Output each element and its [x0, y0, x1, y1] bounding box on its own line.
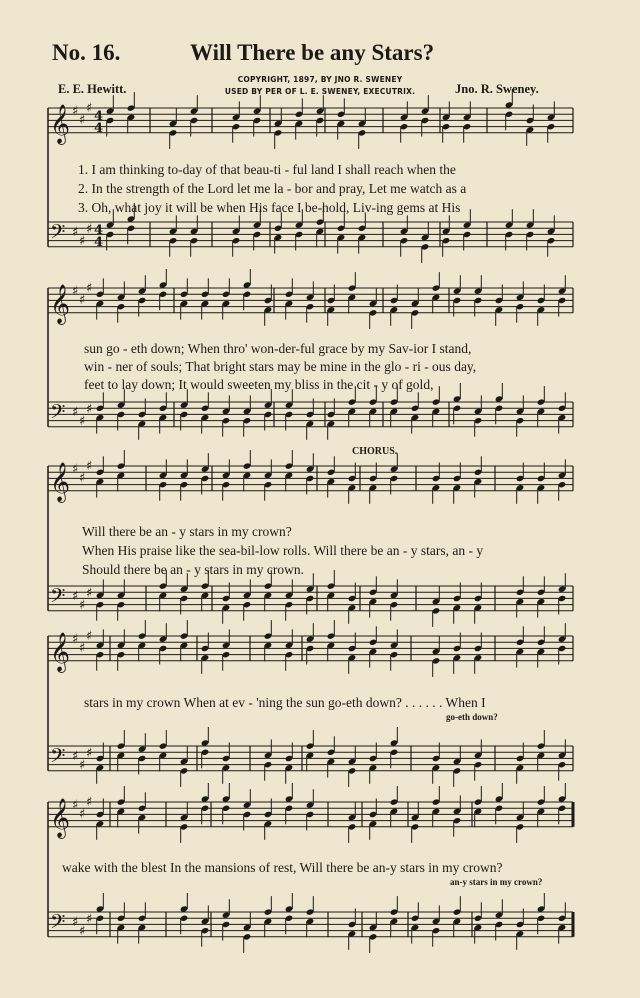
key-sharp: ♯ — [72, 749, 79, 764]
hymn-number: No. 16. — [52, 40, 121, 65]
key-sharp: ♯ — [86, 281, 93, 296]
chorus-label: CHORUS. — [352, 446, 398, 457]
key-sharp: ♯ — [86, 459, 93, 474]
time-signature: 4 — [94, 121, 104, 136]
key-sharp: ♯ — [72, 104, 79, 119]
key-sharp: ♯ — [86, 746, 93, 761]
system2-verse3-lyrics: feet to lay down; It would sweeten my bliss in the cit - y of gold, — [84, 377, 434, 392]
key-sharp: ♯ — [86, 795, 93, 810]
key-sharp: ♯ — [79, 807, 86, 822]
treble-clef: 𝄞 — [50, 632, 71, 672]
treble-clef: 𝄞 — [50, 284, 71, 324]
key-sharp: ♯ — [86, 101, 93, 116]
key-sharp: ♯ — [86, 629, 93, 644]
bass-clef: 𝄢 — [50, 910, 66, 938]
system1-verse2-lyrics: 2. In the strength of the Lord let me la - bor and pray, Let me watch as a — [78, 181, 467, 196]
time-signature: 4 — [94, 223, 104, 238]
time-signature: 4 — [94, 235, 104, 250]
system4-lyrics: stars in my crown When at ev - 'ning the sun go-eth down? . . . . . . When I — [84, 695, 486, 710]
key-sharp: ♯ — [79, 234, 86, 249]
key-sharp: ♯ — [86, 402, 93, 417]
system4-echo-lyrics: go-eth down? — [446, 712, 498, 722]
system3-chorus-lyrics-1: Will there be an - y stars in my crown? — [82, 524, 292, 539]
system3-chorus-lyrics-2: When His praise like the sea-bil-low rolls. Will there be an - y stars, an - y — [82, 543, 484, 558]
time-signature: 4 — [94, 109, 104, 124]
key-sharp: ♯ — [79, 924, 86, 939]
key-sharp: ♯ — [79, 471, 86, 486]
key-sharp: ♯ — [72, 462, 79, 477]
key-sharp: ♯ — [86, 222, 93, 237]
system2-verse1-lyrics: sun go - eth down; When thro' won-der-ful grace by my Sav-ior I stand, — [84, 341, 472, 356]
key-sharp: ♯ — [79, 414, 86, 429]
treble-clef: 𝄞 — [50, 462, 71, 502]
hymn-title: Will There be any Stars? — [190, 40, 435, 65]
bass-clef: 𝄢 — [50, 744, 66, 772]
system3-chorus-lyrics-3: Should there be an - y stars in my crown. — [82, 562, 304, 577]
key-sharp: ♯ — [79, 113, 86, 128]
system2-verse2-lyrics: win - ner of souls; That bright stars may be mine in the glo - ri - ous day, — [84, 359, 477, 374]
key-sharp: ♯ — [86, 912, 93, 927]
key-sharp: ♯ — [72, 632, 79, 647]
system5-lyrics: wake with the blest In the mansions of rest, Will there be an-y stars in my crown? — [62, 860, 503, 875]
key-sharp: ♯ — [72, 589, 79, 604]
hymn-author: E. E. Hewitt. — [58, 82, 127, 96]
copyright-line-2: USED BY PER OF L. E. SWENEY, EXECUTRIX. — [224, 87, 416, 96]
key-sharp: ♯ — [79, 598, 86, 613]
key-sharp: ♯ — [72, 915, 79, 930]
key-sharp: ♯ — [79, 641, 86, 656]
copyright-line-1: COPYRIGHT, 1897, BY JNO R. SWENEY — [237, 75, 403, 84]
key-sharp: ♯ — [79, 758, 86, 773]
key-sharp: ♯ — [72, 225, 79, 240]
system1-verse3-lyrics: 3. Oh, what joy it will be when His face I be-hold, Liv-ing gems at His — [78, 200, 461, 215]
key-sharp: ♯ — [79, 293, 86, 308]
system1-verse1-lyrics: 1. I am thinking to-day of that beau-ti - ful land I shall reach when the — [78, 162, 456, 177]
treble-clef: 𝄞 — [50, 104, 71, 144]
key-sharp: ♯ — [86, 586, 93, 601]
system5-echo-lyrics: an-y stars in my crown? — [450, 877, 543, 887]
treble-clef: 𝄞 — [50, 798, 71, 838]
bass-clef: 𝄢 — [50, 400, 66, 428]
bass-clef: 𝄢 — [50, 220, 66, 248]
key-sharp: ♯ — [72, 798, 79, 813]
hymn-composer: Jno. R. Sweney. — [455, 82, 539, 96]
key-sharp: ♯ — [72, 284, 79, 299]
key-sharp: ♯ — [72, 405, 79, 420]
bass-clef: 𝄢 — [50, 584, 66, 612]
